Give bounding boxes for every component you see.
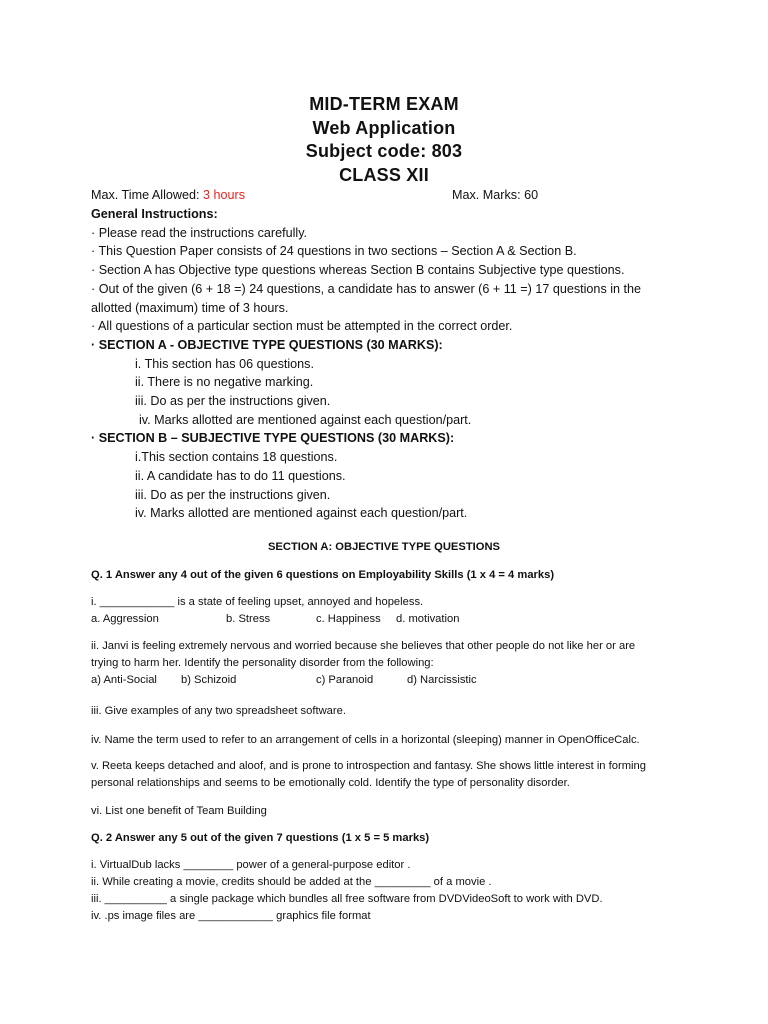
option: b. Stress xyxy=(226,613,271,625)
max-time-value: 3 hours xyxy=(202,188,245,202)
section-b-instruction: iv. Marks allotted are mentioned against each question/part. xyxy=(135,506,468,521)
q1-i-text: i. ____________ is a state of feeling upset, annoyed and hopeless. xyxy=(91,596,424,608)
option: a) Anti-Social xyxy=(91,674,157,686)
q1-i-options xyxy=(91,611,459,628)
section-a-instructions-heading: · SECTION A - OBJECTIVE TYPE QUESTIONS (30 MARKS): xyxy=(91,337,443,352)
q1-v xyxy=(91,758,646,792)
section-a-instruction: iii. Do as per the instructions given. xyxy=(135,394,331,409)
option: c. Happiness xyxy=(316,613,381,625)
q2-items xyxy=(91,857,603,925)
q1-ii-options xyxy=(91,672,635,689)
option: c) Paranoid xyxy=(316,674,374,686)
q2-heading: Q. 2 Answer any 5 out of the given 7 questions (1 x 5 = 5 marks) xyxy=(91,832,430,844)
q1-iii: iii. Give examples of any two spreadsheet software. xyxy=(91,705,346,717)
q2-item: i. VirtualDub lacks ________ power of a general-purpose editor . xyxy=(91,859,411,871)
instruction-item: · Out of the given (6 + 18 =) 24 questions, a candidate has to answer (6 + 11 =) 17 questions in the xyxy=(91,281,642,296)
section-a-instruction: iv. Marks allotted are mentioned against each question/part. xyxy=(139,412,472,427)
exam-title: MID-TERM EXAM xyxy=(309,94,459,114)
option: a. Aggression xyxy=(91,613,159,625)
exam-title-block xyxy=(0,93,768,187)
section-a-instruction: ii. There is no negative marking. xyxy=(135,375,314,390)
section-a-heading: SECTION A: OBJECTIVE TYPE QUESTIONS xyxy=(267,541,501,553)
section-b-instructions-heading: · SECTION B – SUBJECTIVE TYPE QUESTIONS (30 MARKS): xyxy=(91,431,455,446)
instructions-heading: General Instructions: xyxy=(91,207,218,221)
section-b-instruction: i.This section contains 18 questions. xyxy=(135,450,338,465)
instruction-item: allotted (maximum) time of 3 hours. xyxy=(91,300,289,315)
q1-iv: iv. Name the term used to refer to an arrangement of cells in a horizontal (sleeping) manner in OpenOfficeCalc. xyxy=(91,734,640,746)
option: d. motivation xyxy=(396,613,460,625)
instruction-item: · All questions of a particular section must be attempted in the correct order. xyxy=(91,319,513,334)
option: b) Schizoid xyxy=(181,674,237,686)
q2-item: iv. .ps image files are ____________ graphics file format xyxy=(91,910,371,922)
class-name: CLASS XII xyxy=(339,164,429,185)
q1-i xyxy=(91,594,459,628)
option: d) Narcissistic xyxy=(407,674,477,686)
max-time xyxy=(91,186,245,205)
instruction-item: · This Question Paper consists of 24 questions in two sections – Section A & Section B. xyxy=(91,244,577,259)
q1-v-text: personal relationships and seems to be emotionally cold. Identify the type of personality disorder. xyxy=(91,777,570,789)
q1-v-text: v. Reeta keeps detached and aloof, and is prone to introspection and fantasy. She shows little interest in forming xyxy=(91,760,646,772)
q1-vi: vi. List one benefit of Team Building xyxy=(91,805,267,817)
max-time-label: Max. Time Allowed: xyxy=(91,188,203,202)
q1-ii-text: ii. Janvi is feeling extremely nervous and worried because she believes that other people do not like her or are xyxy=(91,640,636,652)
section-b-instruction: ii. A candidate has to do 11 questions. xyxy=(135,468,346,483)
q1-heading: Q. 1 Answer any 4 out of the given 6 questions on Employability Skills (1 x 4 = 4 marks) xyxy=(91,569,555,581)
q2-item: ii. While creating a movie, credits should be added at the _________ of a movie . xyxy=(91,876,492,888)
subject-code: Subject code: 803 xyxy=(305,141,463,161)
general-instructions xyxy=(91,205,641,523)
instruction-item: · Section A has Objective type questions whereas Section B contains Subjective type questions. xyxy=(91,263,625,278)
q1-ii-text: trying to harm her. Identify the personality disorder from the following: xyxy=(91,657,434,669)
q1-ii xyxy=(91,638,635,689)
q2-item: iii. __________ a single package which bundles all free software from DVDVideoSoft to work with DVD. xyxy=(91,893,603,905)
section-b-instruction: iii. Do as per the instructions given. xyxy=(135,487,331,502)
subject-name: Web Application xyxy=(312,117,456,138)
instruction-item: · Please read the instructions carefully. xyxy=(91,225,308,240)
section-a-instruction: i. This section has 06 questions. xyxy=(135,356,314,371)
max-marks: Max. Marks: 60 xyxy=(452,188,539,202)
